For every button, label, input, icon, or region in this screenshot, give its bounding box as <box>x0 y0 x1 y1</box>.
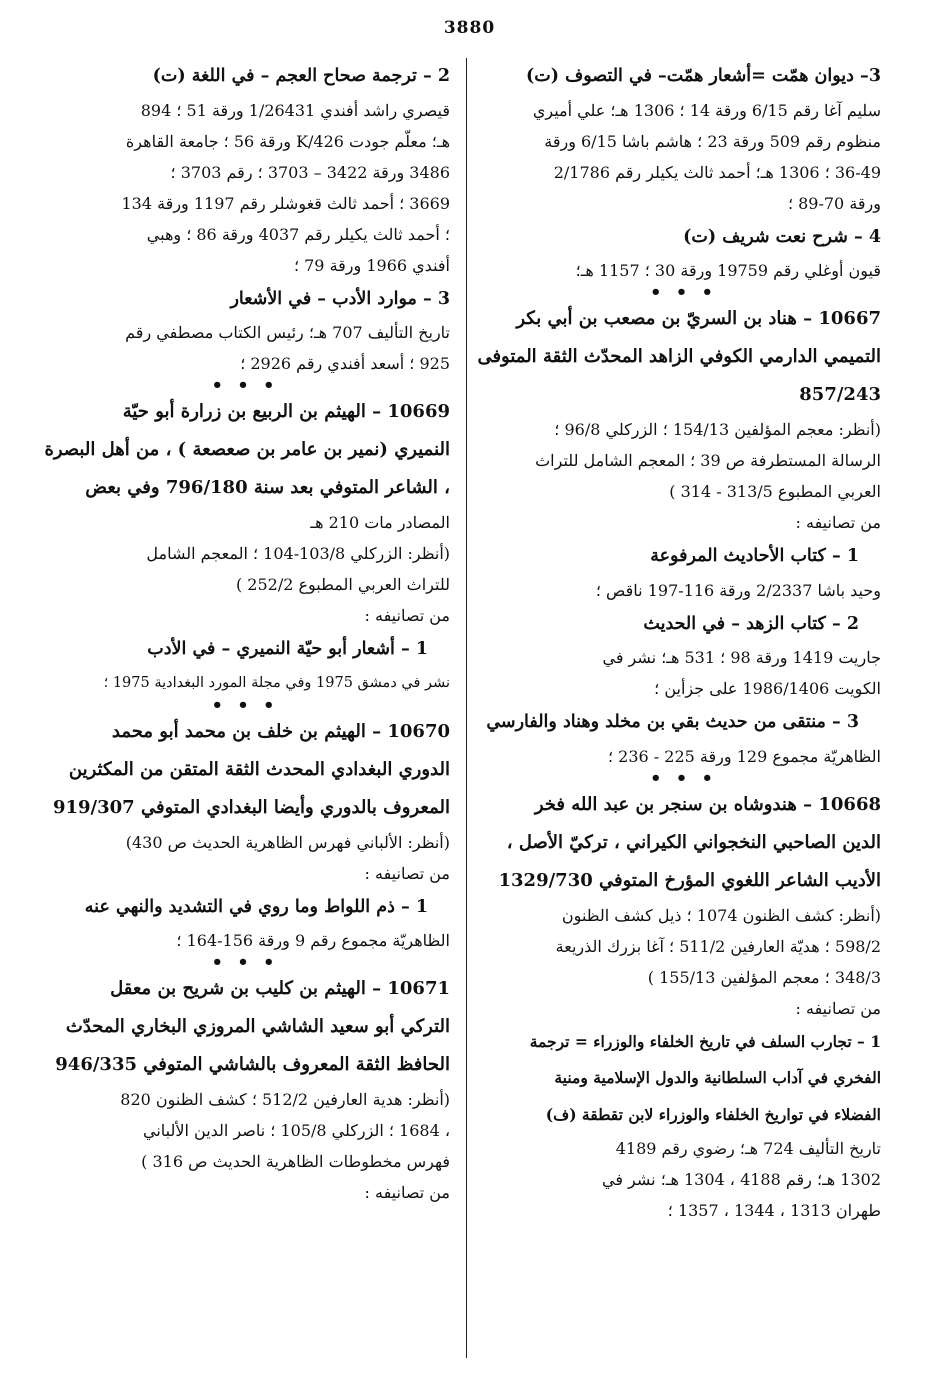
reference-line: (أنظر: الزركلي 103/8-104 ؛ المعجم الشامل <box>146 544 450 563</box>
entry-heading-line: التركي أبو سعيد الشاشي المروزي البخاري المحدّث <box>65 1016 450 1037</box>
manuscript-line: 3486 ورقة 3422 – 3703 ؛ رقم 3703 ؛ <box>170 162 450 182</box>
entry-separator: • • • <box>211 952 279 973</box>
entry-heading-line: الدوري البغدادي المحدث الثقة المتقن من المكثرين <box>68 758 450 780</box>
entry-heading-line: المصادر مات 210 هـ <box>310 513 450 532</box>
reference-line: (أنظر: معجم المؤلفين 154/13 ؛ الزركلي 96/8 ؛ <box>554 420 881 439</box>
work-title: 2 – كتاب الزهد – في الحديث <box>643 613 859 634</box>
reference-line: العربي المطبوع 313/5 - 314 ) <box>669 482 881 501</box>
right-column <box>477 58 881 1226</box>
reference-line: (أنظر: الألباني فهرس الظاهرية الحديث ص 430) <box>125 832 450 852</box>
entry-separator: • • • <box>211 694 279 716</box>
column-divider <box>466 58 467 1358</box>
work-title-line: الفضلاء في تواريخ الخلفاء والوزراء لابن تقطقة (ف) <box>545 1104 881 1124</box>
work-title: 1 – أشعار أبو حيّة النميري – في الأدب <box>147 639 428 659</box>
manuscript-line: 36-49 ؛ 1306 هـ؛ أحمد ثالث يكيلر رقم 2/1786 <box>553 162 881 182</box>
entry-heading-line: النميري (نمير بن عامر بن صعصعة ) ، من أهل البصرة <box>44 439 450 460</box>
manuscript-line: نشر في دمشق 1975 وفي مجلة المورد البغدادية 1975 ؛ <box>103 674 450 691</box>
work-title: 1 – كتاب الأحاديث المرفوعة <box>650 546 859 566</box>
manuscript-line: ؛ أحمد ثالث يكيلر رقم 4037 ورقة 86 ؛ وهبي <box>146 224 450 244</box>
manuscript-line: جاريت 1419 ورقة 98 ؛ 531 هـ؛ نشر في <box>602 648 881 667</box>
reference-line: ، 1684 ؛ الزركلي 105/8 ؛ ناصر الدين الألباني <box>142 1121 450 1140</box>
entry-heading-line: المعروف بالدوري وأيضا البغدادي المتوفي 919/307 <box>52 796 450 818</box>
entry-heading-line: الأديب الشاعر اللغوي المؤرخ المتوفي 1329/730 <box>498 869 881 891</box>
reference-line: للتراث العربي المطبوع 252/2 ) <box>235 575 450 594</box>
manuscript-line: سليم آغا رقم 6/15 ورقة 14 ؛ 1306 هـ؛ علي أميري <box>532 100 881 120</box>
work-title: 3– ديوان همّت =أشعار همّت– في التصوف (ت) <box>525 66 881 86</box>
work-title: 3 – منتقى من حديث بقي بن مخلد وهناد والفارسي <box>486 712 859 732</box>
manuscript-line: 1302 هـ؛ رقم 4188 ، 1304 هـ؛ نشر في <box>601 1170 881 1189</box>
work-title: 1 – تجارب السلف في تاريخ الخلفاء والوزراء = ترجمة <box>529 1031 881 1051</box>
entry-heading-line: ، الشاعر المتوفي بعد سنة 796/180 وفي بعض <box>85 477 450 498</box>
reference-line: فهرس مخطوطات الظاهرية الحديث ص 316 ) <box>141 1152 450 1171</box>
reference-line: 598/2 ؛ هديّة العارفين 511/2 ؛ آغا بزرك الذريعة <box>555 936 881 956</box>
manuscript-line: قيون أوغلي رقم 19759 ورقة 30 ؛ 1157 هـ؛ <box>575 261 881 280</box>
entry-heading-10671: 10671 – الهيثم بن كليب بن شريح بن معقل <box>110 978 450 999</box>
manuscript-line: أفندي 1966 ورقة 79 ؛ <box>293 255 450 275</box>
entry-separator: • • • <box>649 282 718 303</box>
page-number: 3880 <box>443 18 496 38</box>
manuscript-line: ورقة 70-89 ؛ <box>787 193 881 213</box>
entry-separator: • • • <box>211 375 279 396</box>
left-column <box>40 58 450 1208</box>
works-label: من تصانيفه : <box>795 998 881 1018</box>
works-label: من تصانيفه : <box>364 606 450 625</box>
entry-heading-10670: 10670 – الهيثم بن خلف بن محمد أبو محمد <box>111 720 450 742</box>
works-label: من تصانيفه : <box>364 863 450 883</box>
entry-separator: • • • <box>649 767 718 789</box>
manuscript-line: قيصري راشد أفندي 1/26431 ورقة 51 ؛ 894 <box>140 100 450 120</box>
entry-heading-line: التميمي الدارمي الكوفي الزاهد المحدّث الثقة المتوفى <box>477 346 881 367</box>
work-title: 3 – موارد الأدب – في الأشعار <box>230 288 450 309</box>
reference-line: (أنظر: هدية العارفين 512/2 ؛ كشف الظنون 820 <box>120 1090 450 1109</box>
work-title: 1 – ذم اللواط وما روي في التشديد والنهي عنه <box>84 896 428 917</box>
works-label: من تصانيفه : <box>364 1183 450 1202</box>
entry-heading-10669: 10669 – الهيثم بن الربيع بن زرارة أبو حيّة <box>122 401 450 422</box>
manuscript-line: تاريخ التأليف 724 هـ؛ رضوي رقم 4189 <box>615 1139 881 1158</box>
work-title: 4 – شرح نعت شريف (ت) <box>683 226 881 247</box>
manuscript-line: الظاهريّة مجموع رقم 9 ورقة 156-164 ؛ <box>176 931 450 950</box>
entry-heading-line: الحافظ الثقة المعروف بالشاشي المتوفي 946/335 <box>55 1054 450 1075</box>
manuscript-line: الظاهريّة مجموع 129 ورقة 225 - 236 ؛ <box>608 746 881 766</box>
manuscript-line: وحيد باشا 2/2337 ورقة 116-197 ناقص ؛ <box>595 580 881 600</box>
manuscript-line: 925 ؛ أسعد أفندي رقم 2926 ؛ <box>240 354 450 373</box>
manuscript-line: هـ؛ معلّم جودت 426/K ورقة 56 ؛ جامعة القاهرة <box>125 131 450 151</box>
works-label: من تصانيفه : <box>795 513 881 532</box>
entry-heading-line: الدين الصاحبي النخجواني الكيراني ، تركيّ الأصل ، <box>506 831 881 853</box>
manuscript-line: الكويت 1986/1406 على جزأين ؛ <box>654 679 881 698</box>
manuscript-line: منظوم رقم 509 ورقة 23 ؛ هاشم باشا 6/15 ورقة <box>544 131 881 151</box>
reference-line: 348/3 ؛ معجم المؤلفين 155/13 ) <box>647 967 881 987</box>
manuscript-line: تاريخ التأليف 707 هـ؛ رئيس الكتاب مصطفي رقم <box>125 323 450 342</box>
entry-heading-line: 857/243 <box>799 384 881 405</box>
entry-heading-10668: 10668 – هندوشاه بن سنجر بن عبد الله فخر <box>534 793 881 815</box>
reference-line: الرسالة المستطرفة ص 39 ؛ المعجم الشامل للتراث <box>535 451 881 470</box>
reference-line: (أنظر: كشف الظنون 1074 ؛ ذيل كشف الظنون <box>561 905 881 925</box>
manuscript-line: 3669 ؛ أحمد ثالث قغوشلر رقم 1197 ورقة 134 <box>121 193 450 213</box>
entry-heading-10667: 10667 – هناد بن السريّ بن مصعب بن أبي بكر <box>516 308 881 329</box>
work-title-line: الفخري في آداب السلطانية والدول الإسلامية ومنية <box>554 1068 881 1087</box>
work-title: 2 – ترجمة صحاح العجم – في اللغة (ت) <box>152 66 450 86</box>
manuscript-line: طهران 1313 ، 1344 ، 1357 ؛ <box>667 1201 881 1220</box>
